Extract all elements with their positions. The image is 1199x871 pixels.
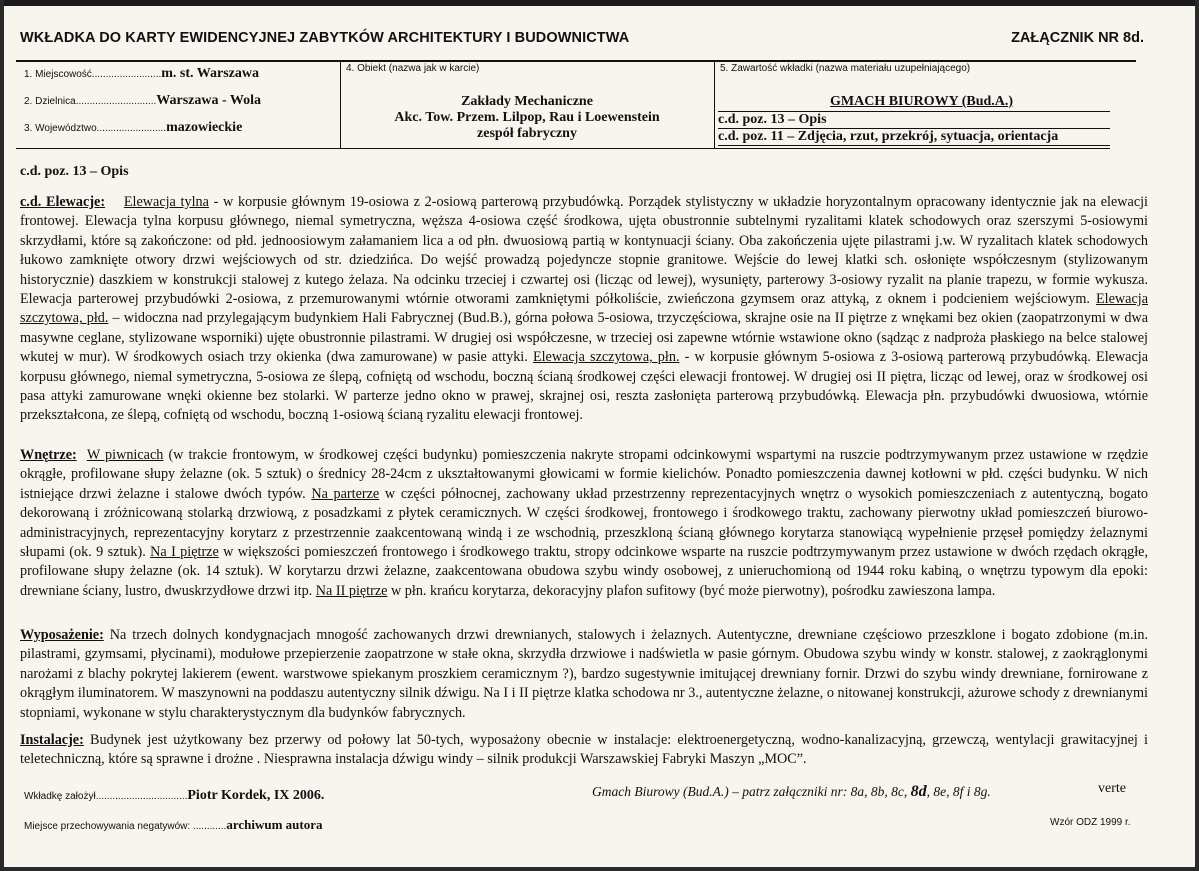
founder-value: Piotr Kordek, IX 2006. <box>187 788 325 803</box>
paragraph-elewacje <box>20 193 1148 426</box>
annex-ref-current: 8d <box>910 783 927 800</box>
object-line-2: Akc. Tow. Przem. Lilpop, Rau i Loewenstein <box>394 110 660 125</box>
rear-elevation-heading: Elewacja tylna <box>123 194 209 210</box>
first-floor-text: w większości pomieszczeń frontowego i środkowego traktu, stropy odcinkowe wsparte na ruszcie podtrzymywanym przez ustawione w dwóch rzędach okrągłe, profilowane słupy żelazne (ok. 14 sztuk). W korytarzu drzwi żelazne, zaakcentowana obudowa szybu windy osobowej, z unieruchomioną od 1944 roku kabiną, o wnętrzu typowym dla epoki: drewniane ściany, lustro, dwuskrzydłowe drzwi itp. <box>20 544 1148 599</box>
column-divider-1 <box>340 62 341 148</box>
object-line-3: zespół fabryczny <box>477 126 577 141</box>
ground-floor-heading: Na parterze <box>311 485 380 502</box>
content-line-1: c.d. poz. 13 – Opis <box>718 111 1110 129</box>
north-gable-heading: Elewacja szczytowa, płn. <box>532 349 680 366</box>
form-template-note: Wzór ODZ 1999 r. <box>1050 817 1131 828</box>
elewacje-label: c.d. Elewacje: <box>20 194 106 210</box>
scan-border-bottom <box>0 867 1199 871</box>
basement-heading: W piwnicach <box>86 447 164 463</box>
storage-value: archiwum autora <box>226 817 323 832</box>
paragraph-instalacje <box>20 731 1148 770</box>
object-label: 4. Obiekt (nazwa jak w karcie) <box>346 63 480 74</box>
voivodeship-label: 3. Województwo......................... <box>24 123 167 134</box>
paragraph-wyposazenie <box>20 626 1148 723</box>
district-label: 2. Dzielnica............................. <box>24 96 157 107</box>
annex-ref-text-end: , 8e, 8f i 8g. <box>926 784 991 799</box>
frame-bottom-line <box>16 148 1110 149</box>
instalacje-text: Budynek jest użytkowany bez przerwy od połowy lat 50-tych, wyposażony obecnie w instalacje: elektroenergetyczną, wodno-kanalizacyjną, grzewczą, wentylacji grawitacyjnej i teletechniczną, które są sprawne i drożne . Niesprawna instalacja dźwigu windy – silnik produkcji Warszawskiej Fabryki Maszyn „MOC”. <box>20 732 1148 768</box>
field-voivodeship <box>24 120 242 136</box>
field-district <box>24 93 261 109</box>
second-floor-text: w płn. krańcu korytarza, dekoracyjny plafon sufitowy (być może pierwotny), pośrodku zawieszona lampa. <box>387 582 996 599</box>
locality-label: 1. Miejscowość......................... <box>24 69 162 80</box>
locality-value: m. st. Warszawa <box>161 66 259 81</box>
rear-elevation-text: - w korpusie głównym 19-osiowa z 2-osiową parterową przybudówką. Porządek stylistyczny w układzie horyzontalnym opracowany identycznie jak na elewacji frontowej. Elewacja tylna korpusu głównego, niemal symetryczna, węższa 4-osiowa część środkowa, ujęta obustronnie subtelnymi ryzalitami klatek schodowych oraz szerszymi 5-osiowymi skrzydłami, które są zakończone: od płd. jednoosiowym załamaniem lica a od płn. dwuosiową partią w kontynuacji ściany. Oba zakończenia ujęte pilastrami j.w. W ryzalitach klatek schodowych łukowo zamknięte otwory drzwi wejściowych od str. dziedzińca. Do wejść prowadzą pojedyncze stopnie granitowe. Wejście do lewej klatki sch. osłonięte współczesnym (stylizowanym historycznie) daszkiem w konstrukcji stalowej z kutego żelaza. Na odcinku trzeciej i czwartej osi (licząc od lewej), wysunięty, parterowy 3-osiowy ryzalit na planie trapezu, w formie wykusza. Elewacja parterowej przybudówki 2-osiowa, z przemurowanymi wtórnie otworami zamkniętymi półkoliście, zwieńczona gzymsem oraz attyką, z oknem i podcieniem wejściowym. <box>20 194 1149 308</box>
south-gable-heading: Elewacja szczytowa, płd. <box>20 291 1148 327</box>
wyposazenie-text: Na trzech dolnych kondygnacjach mnogość zachowanych drzwi drewnianych, stalowych i żelaznych. Autentyczne, drewniane częściowo przeszklone i bogato zdobione (m.in. pilastrami, gzymsami, płycinami), modułowe przepierzenie zaopatrzone w stałe okna, skrzydła drzwiowe i nadświetla w pasie górnym. Obudowa szybu windy w konstr. stalowej, z zaokrąglonymi narożami z blachy pokrytej lakierem (ewent. warstwowe spiekanym proszkiem ceramicznym ?), bardzo sugestywnie imitującej drewniany fornir. Drzwi do szybu windy drewniane, fornirowane z okrągłym iluminatorem. W maszynowni na poddaszu autentyczny silnik dźwigu. Na I i II piętrze klatka schodowa nr 3., autentyczne żelazne, o nitowanej konstrukcji, ażurowe schody z drewnianymi stopniami, wykonane w stylu charakterystycznym dla budynków fabrycznych. <box>20 627 1148 721</box>
annex-ref-text: Gmach Biurowy (Bud.A.) – patrz załączniki nr: 8a, 8b, 8c, <box>592 784 911 799</box>
scan-border-right <box>1195 0 1199 871</box>
footer-storage <box>24 816 323 834</box>
column-divider-2 <box>714 62 715 148</box>
north-gable-text: - w korpusie głównym 5-osiowa z 3-osiową parterową przybudówką. Elewacja korpusu głównego, niemal symetryczna, 5-osiowa ze ślepą, cofniętą od wschodu, boczną ścianą środkowej części elewacji frontowej. W drugiej osi II piętra, licząc od lewej, oraz w środkowej osi pasa attyki zamurowane wnęki okienne bez stolarki. W parterze jedno okno w prawej, skrajnej osi, reszta zasłonięta parterową przybudówką. Elewacja płn. przybudówki dwuosiowa, wtórnie przekształcona, ze ślepą, cofniętą od wschodu, boczną 1-osiową ścianą ryzalitu elewacji frontowej. <box>20 349 1149 424</box>
object-name <box>342 94 712 142</box>
founder-label: Wkładkę założył................................. <box>24 791 188 802</box>
south-gable-text: – widoczna nad przylegającym budynkiem Hali Fabrycznej (Bud.B.), górna połowa 5-osiowa, trzyczęściowa, skrajne osie na II piętrze z wnękami bez okien (zaopatrzonymi w dwa masywne ceglane, stylizowane wsporniki) ujęte obustronnie pilastrami. W drugiej osi współczesne, w trzeciej osi zapewne wtórnie wstawione okno (sądząc z nadproża płaskiego na belce stalowej wkutej w mur). W środkowych osiach trzy okienka (dwa zamurowane) w pasie attyki. <box>20 310 1148 366</box>
object-line-1: Zakłady Mechaniczne <box>461 94 593 109</box>
footer-founder <box>24 786 324 804</box>
field-locality <box>24 66 259 82</box>
storage-label: Miejsce przechowywania negatywów: ............ <box>24 821 227 832</box>
wyposazenie-label: Wyposażenie: <box>20 627 104 643</box>
content-label: 5. Zawartość wkładki (nazwa materiału uzupełniającego) <box>720 63 971 74</box>
paragraph-wnetrze <box>20 446 1148 601</box>
ground-floor-text: w części północnej, zachowany układ przestrzenny reprezentacyjnych wnętrz o wysokich pomieszczeniach z autentyczną, bogato dekorowaną i zróżnicowaną stolarką drzwiową, z posadzkami z płytek ceramicznych. W części środkowej, frontowego i środkowego traktu, zachowany pierwotny układ pomieszczeń biurowo-administracyjnych, reprezentacyjny korytarz z przestrzennie zaakcentowaną windą i ze wschodnią, przeszkloną ścianą głównego korytarza stanowiącą wypełnienie przęseł pomiędzy żelaznymi słupami (ok. 9 sztuk). <box>20 485 1149 561</box>
document-title: WKŁADKA DO KARTY EWIDENCYJNEJ ZABYTKÓW ARCHITEKTURY I BUDOWNICTWA <box>20 30 630 46</box>
verte-note: verte <box>1098 781 1126 796</box>
instalacje-label: Instalacje: <box>20 732 84 748</box>
footer-annex-reference <box>592 783 991 801</box>
content-title: GMACH BIUROWY (Bud.A.) <box>830 94 1014 109</box>
district-value: Warszawa - Wola <box>156 93 262 108</box>
voivodeship-value: mazowieckie <box>166 120 243 135</box>
scan-border-left <box>0 0 4 871</box>
basement-text: (w trakcie frontowym, w środkowej części budynku) pomieszczenia nakryte stropami odcinkowymi wspartymi na ruszcie podtrzymywanym przez ustawione w rzędzie okrągłe, profilowane słupy żelazne (ok. 5 sztuk) o średnicy 28-24cm z ukształtowanymi głowicami w formie kielichów. Ponadto pomieszczenia dawnej kotłowni w płd. części budynku. W nich istniejące drzwi żelazne i stalowe dwóch typów. <box>20 447 1149 502</box>
scan-border-top <box>0 0 1199 6</box>
annex-number: ZAŁĄCZNIK NR 8d. <box>1011 30 1144 46</box>
second-floor-heading: Na II piętrze <box>315 582 388 599</box>
wnetrze-label: Wnętrze: <box>20 447 77 463</box>
content-line-2: c.d. poz. 11 – Zdjęcia, rzut, przekrój, sytuacja, orientacja <box>718 129 1110 146</box>
first-floor-heading: Na I piętrze <box>150 544 219 561</box>
section-heading: c.d. poz. 13 – Opis <box>20 164 129 179</box>
